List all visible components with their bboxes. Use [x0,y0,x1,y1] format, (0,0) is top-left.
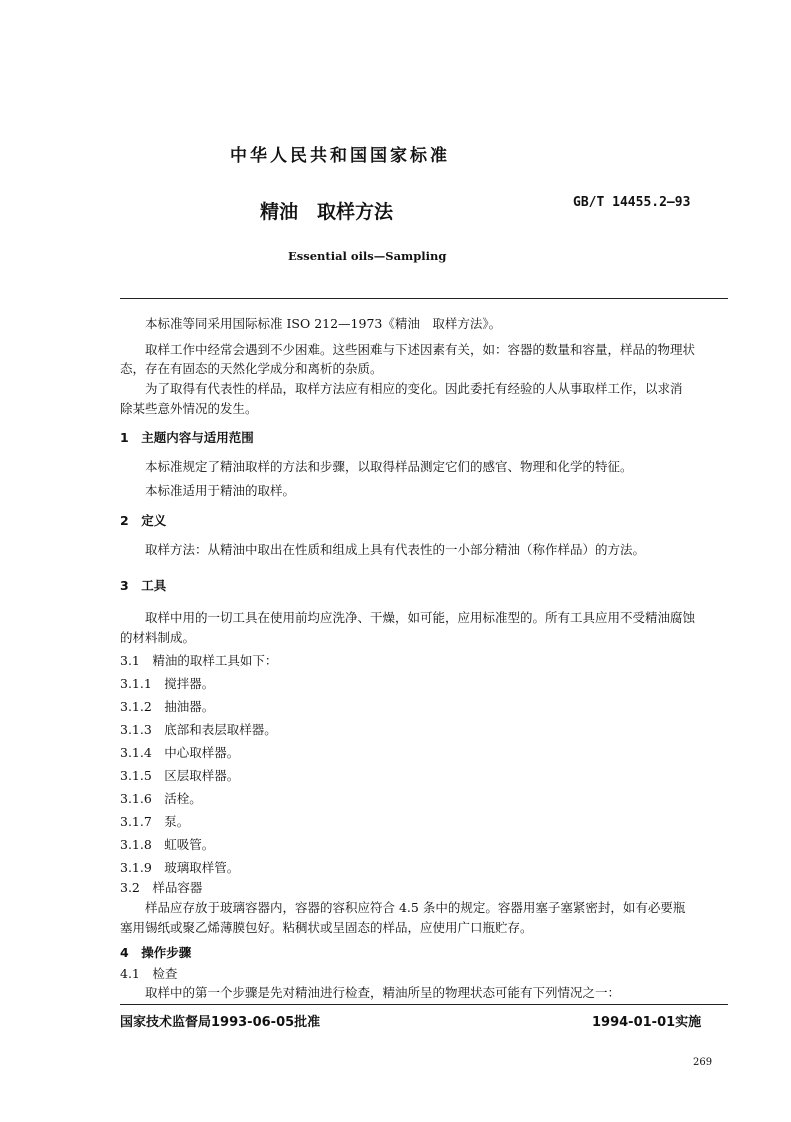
english-title: Essential oils—Sampling [288,249,447,263]
section-1-heading: 1 主题内容与适用范围 [120,430,254,445]
list-item: 3.1.3 底部和表层取样器。 [120,722,277,737]
effective-date: 1994-01-01实施 [592,1015,702,1030]
footer-rule [120,1004,728,1005]
intro-line: 本标准等同采用国际标准 ISO 212—1973《精油 取样方法》。 [145,316,502,331]
header-rule [120,298,728,299]
section-line: 取样方法：从精油中取出在性质和组成上具有代表性的一小部分精油（称作样品）的方法。 [145,542,646,557]
list-item: 3.1.8 虹吸管。 [120,837,215,852]
national-standard-heading: 中华人民共和国国家标准 [230,146,450,166]
section-line: 取样中用的一切工具在使用前均应洗净、干燥，如可能，应用标准型的。所有工具应用不受精油腐蚀 [145,610,696,625]
approval-date: 国家技术监督局1993-06-05批准 [120,1015,321,1030]
document-title: 精油 取样方法 [260,201,394,223]
list-item: 3.1.5 区层取样器。 [120,768,240,783]
list-item: 3.1.2 抽油器。 [120,699,215,714]
section-line: 塞用锡纸或聚乙烯薄膜包好。粘稠状或呈固态的样品，应使用广口瓶贮存。 [120,920,533,935]
section-3-heading: 3 工具 [120,578,167,593]
intro-line: 态，存在有固态的天然化学成分和离析的杂质。 [120,361,383,376]
section-line: 本标准适用于精油的取样。 [145,483,296,498]
page-number: 269 [693,1057,713,1068]
list-item: 3.1.6 活栓。 [120,791,202,806]
subsection-heading: 4.1 检查 [120,966,178,981]
list-item: 3.1.7 泵。 [120,814,190,829]
section-2-heading: 2 定义 [120,513,167,528]
section-line: 的材料制成。 [120,630,196,645]
list-item: 3.1.4 中心取样器。 [120,745,240,760]
section-line: 样品应存放于玻璃容器内，容器的容积应符合 4.5 条中的规定。容器用塞子塞紧密封，如有必要瓶 [145,900,686,915]
section-line: 本标准规定了精油取样的方法和步骤，以取得样品测定它们的感官、物理和化学的特征。 [145,459,633,474]
section-4-heading: 4 操作步骤 [120,945,192,960]
intro-line: 除某些意外情况的发生。 [120,401,258,416]
standard-code: GB/T 14455.2—93 [573,195,691,210]
intro-line: 为了取得有代表性的样品，取样方法应有相应的变化。因此委托有经验的人从事取样工作，以求消 [145,381,683,396]
list-item: 3.1.9 玻璃取样管。 [120,860,240,875]
section-line: 取样中的第一个步骤是先对精油进行检查，精油所呈的物理状态可能有下列情况之一： [145,985,621,1000]
intro-line: 取样工作中经常会遇到不少困难。这些困难与下述因素有关，如：容器的数量和容量，样品的物理状 [145,342,696,357]
list-item: 3.1.1 搅拌器。 [120,676,215,691]
list-item: 3.1 精油的取样工具如下： [120,653,278,668]
subsection-heading: 3.2 样品容器 [120,880,203,895]
